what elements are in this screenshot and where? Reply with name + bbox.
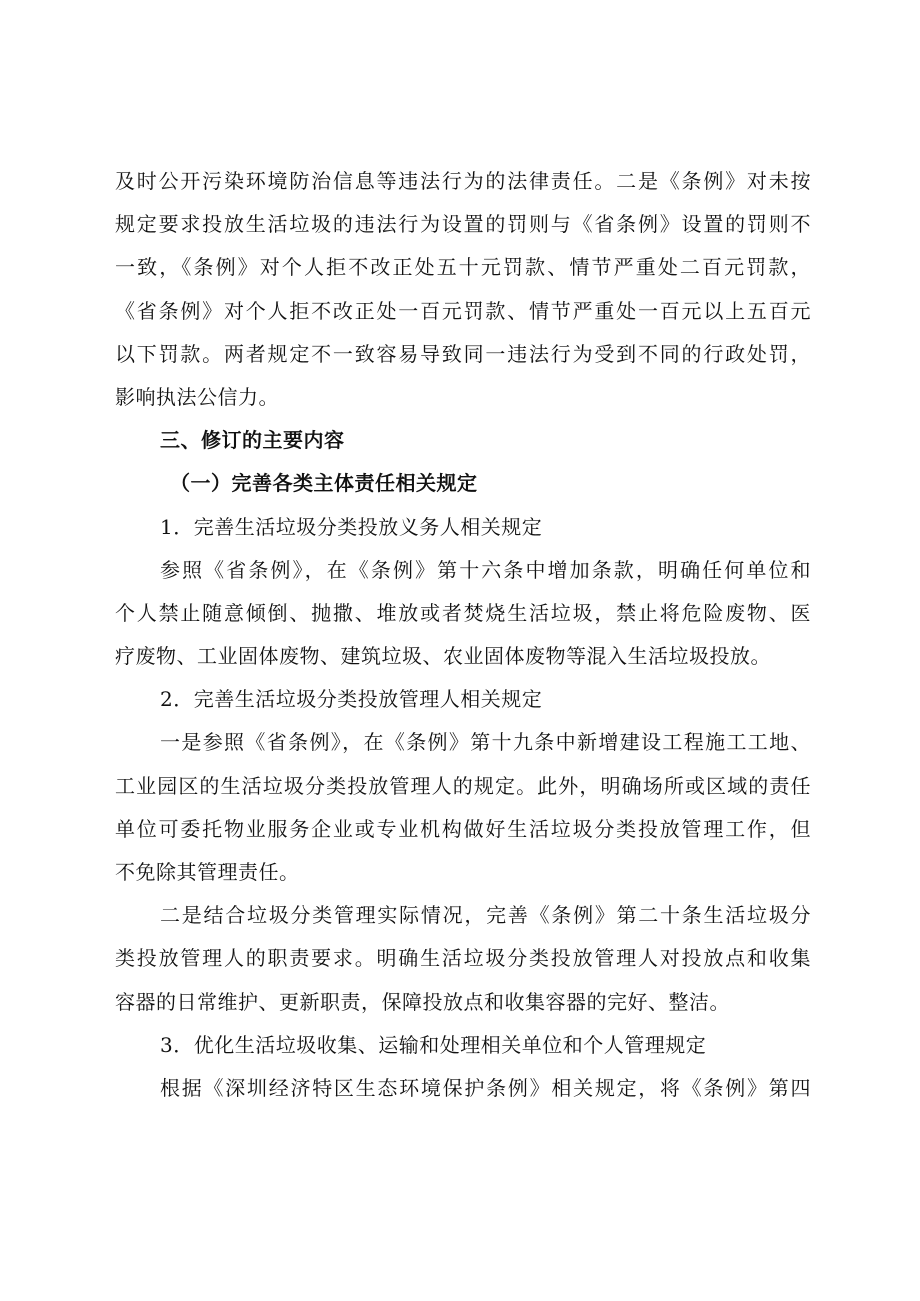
paragraph-line: 疗废物、工业固体废物、建筑垃圾、农业固体废物等混入生活垃圾投放。	[115, 644, 771, 669]
paragraph-line: 规定要求投放生活垃圾的违法行为设置的罚则与《省条例》设置的罚则不	[115, 212, 811, 237]
paragraph-line: 工业园区的生活垃圾分类投放管理人的规定。此外，明确场所或区域的责任	[115, 773, 811, 798]
item-title: 2．完善生活垃圾分类投放管理人相关规定	[160, 687, 543, 712]
paragraph-line: 容器的日常维护、更新职责，保障投放点和收集容器的完好、整洁。	[115, 989, 730, 1014]
subsection-heading: （一）完善各类主体责任相关规定	[170, 471, 478, 496]
paragraph-line: 《省条例》对个人拒不改正处一百元罚款、情节严重处一百元以上五百元	[115, 298, 811, 323]
paragraph-line: 参照《省条例》，在《条例》第十六条中增加条款，明确任何单位和	[160, 557, 811, 582]
paragraph-line: 不免除其管理责任。	[115, 860, 300, 884]
paragraph-line: 一致，《条例》对个人拒不改正处五十元罚款、情节严重处二百元罚款，	[115, 255, 811, 280]
paragraph-line: 及时公开污染环境防治信息等违法行为的法律责任。二是《条例》对未按	[115, 169, 811, 193]
paragraph-line: 一是参照《省条例》，在《条例》第十九条中新增建设工程施工工地、	[160, 730, 811, 755]
paragraph-line: 类投放管理人的职责要求。明确生活垃圾分类投放管理人对投放点和收集	[115, 946, 811, 971]
document-page	[115, 160, 811, 1110]
paragraph-line: 个人禁止随意倾倒、抛撒、堆放或者焚烧生活垃圾，禁止将危险废物、医	[115, 600, 811, 625]
section-heading: 三、修订的主要内容	[160, 428, 345, 453]
paragraph-line: 以下罚款。两者规定不一致容易导致同一违法行为受到不同的行政处罚，	[115, 341, 811, 366]
item-title: 3．优化生活垃圾收集、运输和处理相关单位和个人管理规定	[160, 1032, 707, 1057]
item-title: 1．完善生活垃圾分类投放义务人相关规定	[160, 514, 543, 539]
paragraph-line: 影响执法公信力。	[115, 384, 279, 409]
paragraph-line: 二是结合垃圾分类管理实际情况，完善《条例》第二十条生活垃圾分	[160, 903, 811, 928]
paragraph-line: 根据《深圳经济特区生态环境保护条例》相关规定，将《条例》第四	[160, 1075, 811, 1100]
paragraph-line: 单位可委托物业服务企业或专业机构做好生活垃圾分类投放管理工作，但	[115, 816, 811, 841]
